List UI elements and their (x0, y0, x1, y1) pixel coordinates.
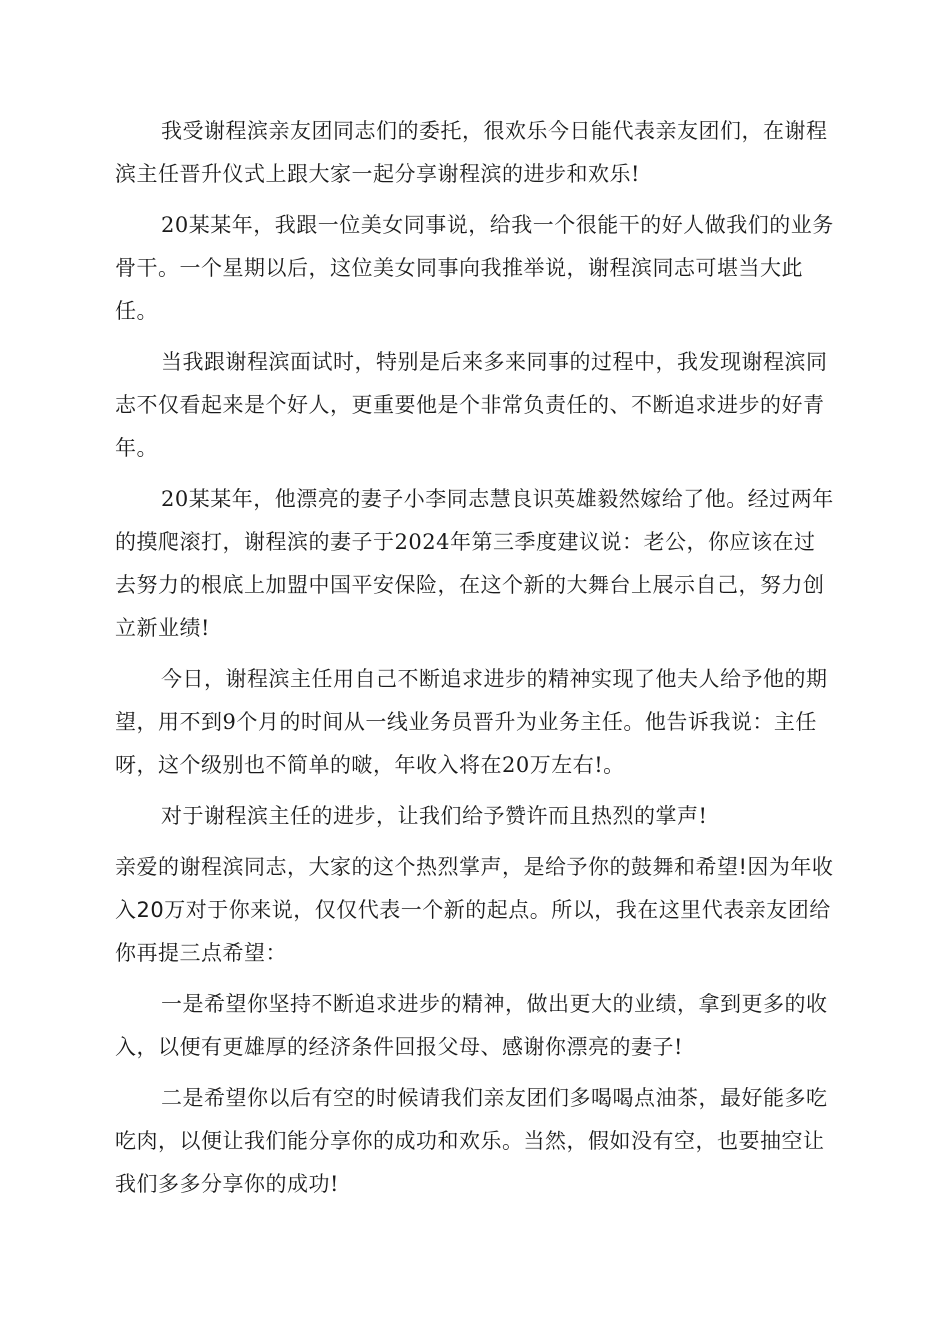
paragraph-3: 当我跟谢程滨面试时，特别是后来多来同事的过程中，我发现谢程滨同志不仅看起来是个好人，更重要他是个非常负责任的、不断追求进步的好青年。 (115, 350, 828, 460)
paragraph-4: 20某某年，他漂亮的妻子小李同志慧良识英雄毅然嫁给了他。经过两年的摸爬滚打，谢程滨的妻子于2024年第三季度建议说：老公，你应该在过去努力的根底上加盟中国平安保险，在这个新的大舞台上展示自己，努力创立新业绩! (115, 487, 834, 640)
paragraph-2: 20某某年，我跟一位美女同事说，给我一个很能干的好人做我们的业务骨干。一个星期以后，这位美女同事向我推举说，谢程滨同志可堪当大此任。 (115, 213, 834, 323)
paragraph-9: 二是希望你以后有空的时候请我们亲友团们多喝喝点油茶，最好能多吃吃肉，以便让我们能分享你的成功和欢乐。当然，假如没有空，也要抽空让我们多多分享你的成功! (115, 1086, 828, 1196)
paragraph-7: 亲爱的谢程滨同志，大家的这个热烈掌声，是给予你的鼓舞和希望!因为年收入20万对于你来说，仅仅代表一个新的起点。所以，我在这里代表亲友团给你再提三点希望： (115, 855, 834, 965)
paragraph-6: 对于谢程滨主任的进步，让我们给予赞许而且热烈的掌声! (161, 804, 708, 828)
document-body (115, 110, 835, 1214)
paragraph-5: 今日，谢程滨主任用自己不断追求进步的精神实现了他夫人给予他的期望，用不到9个月的时间从一线业务员晋升为业务主任。他告诉我说：主任呀，这个级别也不简单的啵，年收入将在20万左右!。 (115, 667, 828, 777)
paragraph-8: 一是希望你坚持不断追求进步的精神，做出更大的业绩，拿到更多的收入，以便有更雄厚的经济条件回报父母、感谢你漂亮的妻子! (115, 992, 828, 1059)
paragraph-1: 我受谢程滨亲友团同志们的委托，很欢乐今日能代表亲友团们，在谢程滨主任晋升仪式上跟大家一起分享谢程滨的进步和欢乐! (115, 119, 828, 186)
